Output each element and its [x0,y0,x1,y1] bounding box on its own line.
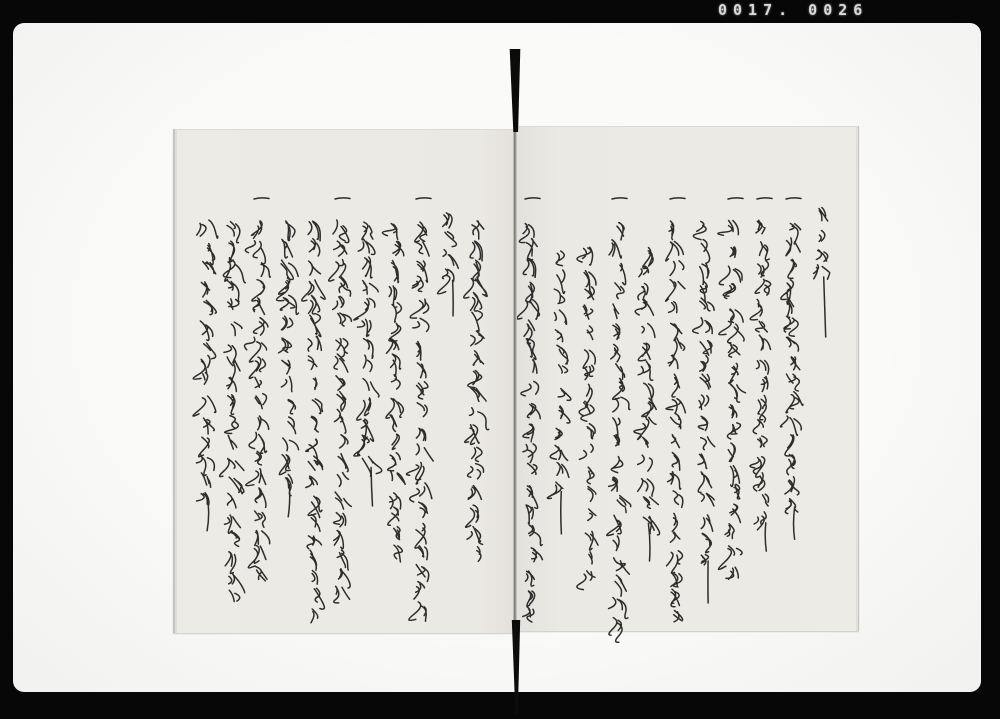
text-column [329,198,352,603]
text-column [607,198,631,642]
page-right [516,126,859,631]
binding-gutter-line [513,127,517,633]
text-column [517,198,543,622]
text-column [666,198,686,622]
text-column [354,222,382,506]
text-column [464,221,489,561]
binding-shadow-bottom-icon [511,620,521,714]
page-left [173,129,518,633]
text-column [718,198,746,579]
photo-area [13,23,981,692]
text-column [438,213,459,316]
text-column [577,247,598,589]
text-column [693,221,715,603]
text-column [382,224,405,562]
text-column [407,198,434,621]
text-column [781,198,803,539]
heading-column [814,208,830,338]
text-column [193,220,218,531]
text-column [750,198,772,551]
text-column [277,221,299,517]
frame-counter: 0017. 0026 [718,1,869,19]
text-column [220,222,246,602]
binding-shadow-top-icon [508,49,522,132]
text-column [302,221,325,623]
page-right-text [516,126,858,631]
text-column [634,248,660,561]
page-left-text [175,129,518,633]
text-column [547,251,571,534]
text-column [245,198,271,581]
